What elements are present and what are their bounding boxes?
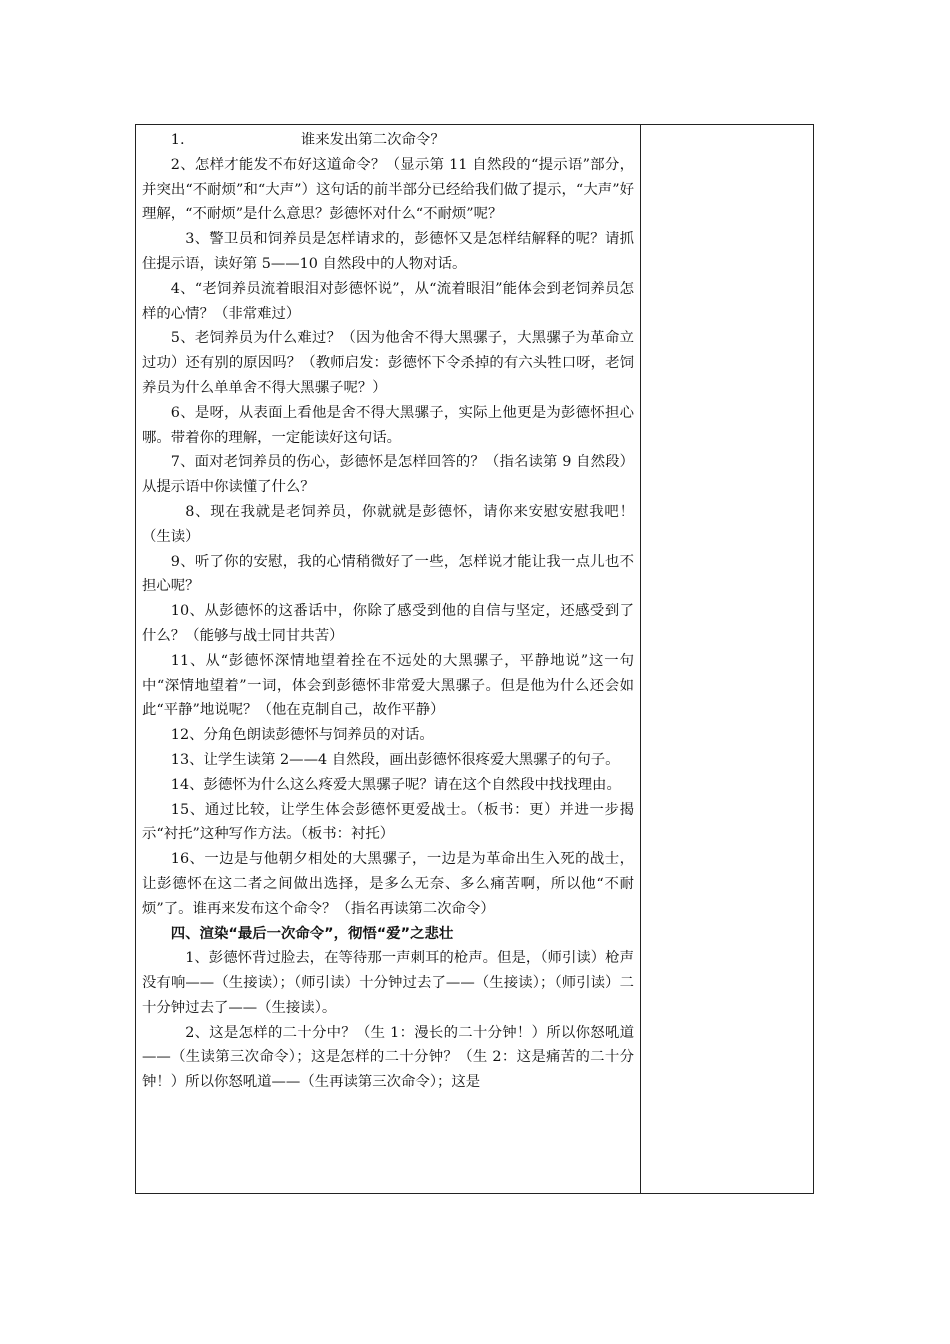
list-item: 5、老饲养员为什么难过？（因为他舍不得大黑骡子，大黑骡子为革命立过功）还有别的原因吗？（教师启发：彭德怀下令杀掉的有六头牲口呀，老饲养员为什么单单舍不得大黑骡子呢？） <box>142 330 634 396</box>
section-heading: 四、渲染“最后一次命令”，彻悟“爱”之悲壮 <box>170 925 454 942</box>
lesson-content-cell <box>136 125 641 1193</box>
item-text: 谁来发出第二次命令？ <box>300 132 445 148</box>
list-item <box>142 128 634 153</box>
lesson-table <box>135 124 814 1194</box>
list-item: 13、让学生读第 2——4 自然段，画出彭德怀很疼爱大黑骡子的句子。 <box>170 751 620 768</box>
list-item: 1、彭德怀背过脸去，在等待那一声刺耳的枪声。但是，（师引读）枪声没有响——（生接读）；（师引读）十分钟过去了——（生接读）；（师引读）二十分钟过去了——（生接读）。 <box>142 950 634 1016</box>
list-item: 7、面对老饲养员的伤心，彭德怀是怎样回答的？（指名读第 9 自然段）从提示语中你读懂了什么？ <box>142 454 634 496</box>
list-item: 14、彭德怀为什么这么疼爱大黑骡子呢？请在这个自然段中找找理由。 <box>170 776 621 793</box>
list-item: 12、分角色朗读彭德怀与饲养员的对话。 <box>170 727 434 744</box>
list-item: 16、一边是与他朝夕相处的大黑骡子，一边是为革命出生入死的战士，让彭德怀在这二者之间做出选择，是多么无奈、多么痛苦啊，所以他“不耐烦”了。谁再来发布这个命令？（指名再读第二次命令） <box>142 851 634 917</box>
list-item: 4、“老饲养员流着眼泪对彭德怀说”，从“流着眼泪”能体会到老饲养员怎样的心情？（非常难过） <box>142 280 634 322</box>
notes-cell <box>641 125 813 1193</box>
list-item: 9、听了你的安慰，我的心情稍微好了一些，怎样说才能让我一点儿也不担心呢？ <box>142 553 634 595</box>
list-item: 15、通过比较，让学生体会彭德怀更爱战士。（板书：更）并进一步揭示“衬托”这种写作方法。（板书：衬托） <box>142 801 634 843</box>
list-item: 11、从“彭德怀深情地望着拴在不远处的大黑骡子，平静地说”这一句中“深情地望着”一词，体会到彭德怀非常爱大黑骡子。但是他为什么还会如此“平静”地说呢？（他在克制自己，故作平静） <box>142 652 634 719</box>
list-item: 2、怎样才能发不布好这道命令？（显示第 11 自然段的“提示语”部分，并突出“不耐烦”和“大声”）这句话的前半部分已经给我们做了提示，“大声”好理解，“不耐烦”是什么意思？彭德怀对什么“不耐烦”呢？ <box>142 156 634 223</box>
list-item: 6、是呀，从表面上看他是舍不得大黑骡子，实际上他更是为彭德怀担心哪。带着你的理解，一定能读好这句话。 <box>142 404 634 446</box>
list-item: 3、警卫员和饲养员是怎样请求的，彭德怀又是怎样结解释的呢？请抓住提示语，读好第 5——10 自然段中的人物对话。 <box>142 231 634 272</box>
item-number: 1. <box>170 132 185 148</box>
list-item: 8、现在我就是老饲养员，你就就是彭德怀，请你来安慰安慰我吧！（生读） <box>142 503 634 545</box>
list-item: 2、这是怎样的二十分中？（生 1：漫长的二十分钟！）所以你怒吼道——（生读第三次命令）；这是怎样的二十分钟？（生 2：这是痛苦的二十分钟！）所以你怒吼道——（生再读第三次命令）；这是 <box>142 1024 634 1091</box>
list-item: 10、从彭德怀的这番话中，你除了感受到他的自信与坚定，还感受到了什么？（能够与战士同甘共苦） <box>142 603 634 644</box>
